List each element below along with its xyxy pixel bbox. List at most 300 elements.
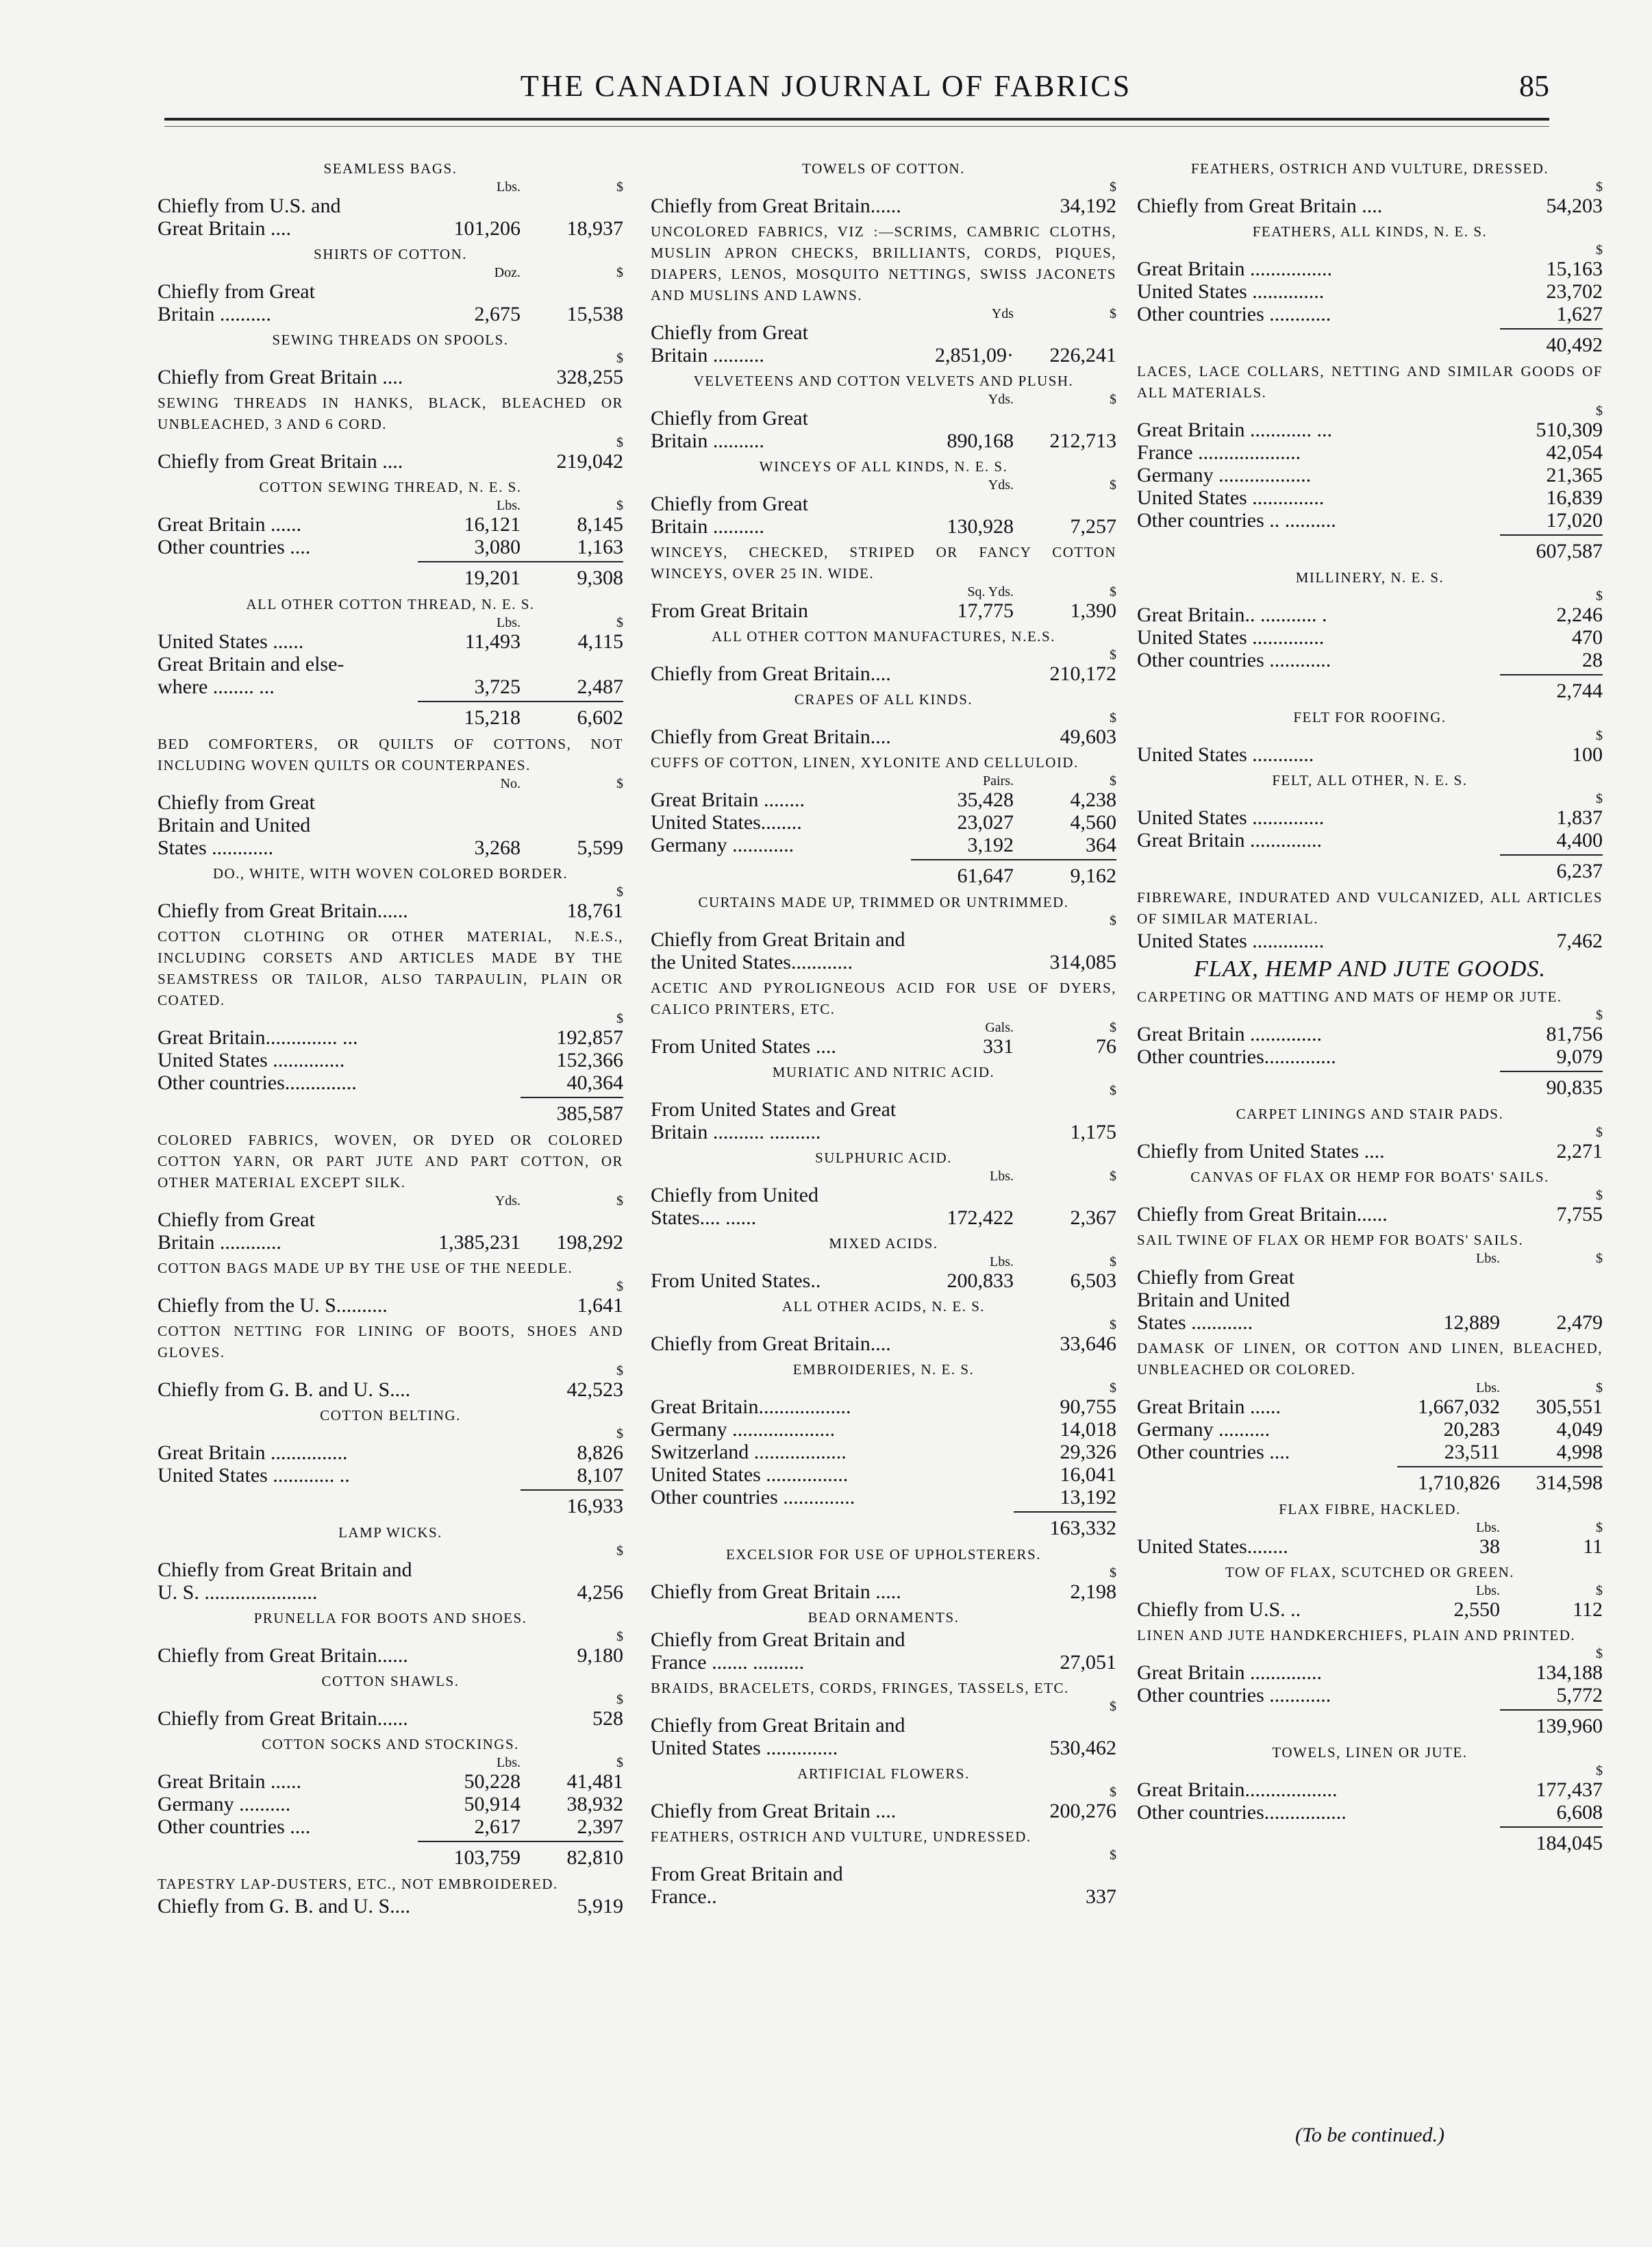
total-value: 6,237 [1500,854,1603,883]
total-row [1137,1463,1603,1495]
unit-label-quantity: No. [500,776,521,791]
row-value: 192,857 [556,1026,623,1049]
unit-label-value: $ [1110,773,1116,789]
row-label: Chiefly from Great Britain...... [651,195,901,217]
row-label: Switzerland .................. [651,1441,847,1463]
unit-label-value: $ [616,1363,623,1378]
row-label: Chiefly from G. B. and U. S.... [158,1895,411,1917]
entry-heading: TOW OF FLAX, SCUTCHED OR GREEN. [1225,1564,1514,1580]
row-value: 1,390 [1070,599,1116,622]
row-value: 6,608 [1556,1801,1603,1824]
row-label: Great Britain .............. [1137,1661,1322,1684]
table-row [1137,441,1603,464]
table-row [1137,1266,1603,1334]
row-value: 76 [1096,1035,1116,1058]
row-label: Chiefly from Great Britain .......... [651,493,808,538]
row-value: 8,145 [577,513,623,536]
units-row [158,884,623,899]
unit-label-quantity [911,1565,1014,1580]
row-quantity: 16,121 [464,513,521,536]
unit-label-value: $ [1110,1169,1116,1184]
unit-label-quantity [911,1317,1014,1332]
unit-label-quantity [1397,1763,1500,1778]
units-row [158,351,623,366]
total-quantity [1397,1071,1500,1100]
row-label: Chiefly from Great Britain .... [158,450,403,473]
row-value: 54,203 [1546,195,1603,217]
table-entry [158,926,623,1126]
unit-label-value: $ [1110,913,1116,928]
entry-heading: CANVAS OF FLAX OR HEMP FOR BOATS' SAILS. [1190,1169,1549,1185]
total-quantity [1397,854,1500,883]
table-row [651,493,1116,538]
table-row [1137,743,1603,766]
unit-label-value: $ [1596,1520,1603,1535]
table-entry [158,1671,623,1730]
row-label: Chiefly from Great Britain and France ....... .......... [651,1628,905,1674]
table-row [651,599,1116,622]
unit-label-quantity [1397,179,1500,195]
table-entry [1137,221,1603,357]
table-row [651,662,1116,685]
unit-label-quantity [911,647,1014,662]
row-label: Chiefly from Great Britain ............ [158,1208,315,1254]
unit-label-value: $ [1596,1125,1603,1140]
row-label: United States........ [1137,1535,1288,1558]
unit-label-value: $ [1110,1254,1116,1269]
table-row [651,321,1116,367]
row-value: 40,364 [566,1071,623,1094]
units-row [651,1848,1116,1863]
row-value: 33,646 [1060,1332,1116,1355]
row-value: 2,479 [1556,1311,1603,1334]
table-entry [651,456,1116,538]
table-row [1137,280,1603,303]
row-value: 100 [1572,743,1603,766]
total-value: 16,933 [521,1489,623,1518]
row-value: 337 [1086,1885,1116,1908]
row-value: 15,163 [1546,258,1603,280]
table-entry [158,158,623,240]
entry-heading: UNCOLORED FABRICS, VIZ :—SCRIMS, CAMBRIC CLOTHS, MUSLIN APRON CHECKS, BRILLIANTS, CORDS, PIQUES, DIAPERS, LENOS, MOSQUITO NETTINGS, SWISS JACONETS AND MUSLINS AND LAWNS. [651,223,1116,303]
unit-label-quantity [1397,404,1500,419]
table-row [158,450,623,473]
row-label: United States ................ [651,1463,849,1486]
units-row [651,1254,1116,1269]
total-value: 40,492 [1500,328,1603,357]
entry-heading: SEWING THREADS IN HANKS, BLACK, BLEACHED OR UNBLEACHED, 3 AND 6 CORD. [158,395,623,432]
unit-label-quantity [1397,588,1500,604]
row-label: Great Britain.................. [651,1395,851,1418]
table-row [651,1098,1116,1143]
table-entry [1137,158,1603,217]
table-entry [651,221,1116,367]
entry-heading: SEWING THREADS ON SPOOLS. [272,332,509,348]
table-row [651,1035,1116,1058]
table-row [1137,303,1603,325]
total-quantity [1397,1826,1500,1855]
unit-label-quantity: Lbs. [1476,1520,1500,1535]
unit-label-value: $ [1110,1699,1116,1714]
table-row [158,899,623,922]
row-value: 328,255 [556,366,623,388]
units-row [158,1279,623,1294]
row-value: 16,041 [1060,1463,1116,1486]
unit-label-value: $ [1110,584,1116,599]
table-entry [651,1678,1116,1759]
unit-label-value: $ [1596,1251,1603,1266]
units-row [158,1543,623,1559]
total-row [1137,1706,1603,1738]
units-row [158,498,623,513]
total-value: 163,332 [1014,1511,1116,1540]
row-label: Chiefly from Great Britain .......... [651,407,808,452]
table-entry [651,542,1116,622]
entry-heading: ARTIFICIAL FLOWERS. [797,1765,970,1782]
row-label: Other countries.............. [1137,1045,1336,1068]
table-row [1137,604,1603,626]
total-row [651,1509,1116,1540]
units-row [1137,1188,1603,1203]
row-label: Great Britain.............. ... [158,1026,358,1049]
table-entry [651,1147,1116,1229]
total-row [158,1094,623,1126]
row-value: 200,276 [1049,1800,1116,1822]
table-row [158,366,623,388]
unit-label-quantity: Lbs. [497,498,521,513]
unit-label-quantity [1397,243,1500,258]
table-entry [651,689,1116,748]
row-value: 305,551 [1536,1395,1603,1418]
row-quantity: 3,080 [474,536,521,558]
table-entry [651,1062,1116,1143]
entry-heading: SULPHURIC ACID. [815,1150,952,1166]
total-value: 9,162 [1014,859,1116,888]
row-label: Great Britain ................ [1137,258,1332,280]
unit-label-quantity: Sq. Yds. [967,584,1014,599]
total-value: 6,602 [521,701,623,730]
entry-heading: EXCELSIOR FOR USE OF UPHOLSTERERS. [726,1546,1041,1563]
row-label: Chiefly from Great Britain .... [1137,195,1383,217]
row-value: 90,755 [1060,1395,1116,1418]
table-entry [1137,770,1603,883]
page-header [0,69,1652,116]
table-entry [158,244,623,325]
unit-label-quantity: Doz. [494,265,521,280]
row-value: 4,560 [1070,811,1116,834]
row-label: United States ............ .. [158,1464,350,1487]
unit-label-quantity [1397,791,1500,806]
table-row [651,1332,1116,1355]
row-value: 226,241 [1049,344,1116,367]
unit-label-quantity: Lbs. [1476,1251,1500,1266]
row-label: Chiefly from Great Britain...... [158,1707,408,1730]
unit-label-value: $ [1110,1380,1116,1395]
row-value: 134,188 [1536,1661,1603,1684]
row-value: 8,826 [577,1441,623,1464]
unit-label-quantity [911,1083,1014,1098]
row-quantity: 172,422 [947,1206,1014,1229]
table-entry [651,1296,1116,1355]
units-row [1137,243,1603,258]
table-entry [158,1130,623,1254]
row-value: 7,462 [1556,930,1603,952]
row-value: 17,020 [1546,509,1603,532]
unit-label-quantity: Yds. [988,477,1014,493]
row-quantity: 1,385,231 [438,1231,521,1254]
row-label: From United States and Great Britain .......... .......... [651,1098,897,1143]
journal-title: THE CANADIAN JOURNAL OF FABRICS [520,69,1132,103]
entry-heading: COTTON SEWING THREAD, N. E. S. [259,479,522,495]
table-row [158,1895,623,1917]
unit-label-quantity [911,1848,1014,1863]
total-value: 385,587 [521,1097,623,1126]
total-row [158,1487,623,1518]
unit-label-value: $ [616,1543,623,1559]
row-label: Other countries .... [158,536,311,558]
unit-label-quantity [418,1543,521,1559]
units-row [158,1755,623,1770]
entry-heading: TOWELS, LINEN OR JUTE. [1272,1744,1468,1761]
table-row [158,1815,623,1838]
unit-label-quantity [1397,1008,1500,1023]
table-row [1137,1441,1603,1463]
row-value: 5,599 [577,836,623,859]
unit-label-quantity: Yds. [495,1193,521,1208]
unit-label-quantity: Lbs. [497,1755,521,1770]
row-label: From Great Britain [651,599,808,622]
row-label: Great Britain ...... [158,1770,301,1793]
row-label: Other countries ............ [1137,649,1331,671]
units-row [651,1785,1116,1800]
table-row [651,1714,1116,1759]
entry-heading: BRAIDS, BRACELETS, CORDS, FRINGES, TASSELS, ETC. [651,1680,1069,1696]
total-quantity [1397,1709,1500,1738]
row-quantity: 331 [983,1035,1014,1058]
entry-heading: ACETIC AND PYROLIGNEOUS ACID FOR USE OF DYERS, CALICO PRINTERS, ETC. [651,980,1116,1017]
units-row [651,1380,1116,1395]
unit-label-quantity: Lbs. [497,615,521,630]
table-row [1137,829,1603,852]
table-entry [1137,887,1603,952]
entry-heading: DO., WHITE, WITH WOVEN COLORED BORDER. [212,865,568,882]
total-quantity [1397,534,1500,563]
unit-label-value: $ [1596,1763,1603,1778]
unit-label-value: $ [1110,306,1116,321]
table-entry [158,1321,623,1401]
table-row [158,791,623,859]
header-rule [164,118,1549,121]
units-row [651,1317,1116,1332]
table-row [1137,1535,1603,1558]
row-quantity: 2,617 [474,1815,521,1838]
table-row [1137,486,1603,509]
table-entry [158,1522,623,1604]
table-entry [1137,1104,1603,1163]
row-value: 2,397 [577,1815,623,1838]
unit-label-quantity: Pairs. [983,773,1014,789]
unit-label-value: $ [616,884,623,899]
row-value: 152,366 [556,1049,623,1071]
total-row [158,1838,623,1870]
table-row [651,1441,1116,1463]
row-label: Chiefly from Great Britain.... [651,725,891,748]
table-row [651,811,1116,834]
table-entry [651,1233,1116,1292]
entry-heading: ALL OTHER COTTON THREAD, N. E. S. [246,596,535,612]
table-row [158,1464,623,1487]
column-1 [158,154,623,1920]
total-value: 184,045 [1500,1826,1603,1855]
row-label: Germany .................... [651,1418,836,1441]
row-value: 364 [1086,834,1116,856]
total-row [158,558,623,590]
table-row [1137,1395,1603,1418]
units-row [158,1193,623,1208]
total-quantity [1397,328,1500,357]
row-value: 219,042 [556,450,623,473]
unit-label-value: $ [616,1755,623,1770]
table-row [651,928,1116,973]
row-label: Other countries................ [1137,1801,1347,1824]
row-quantity: 50,914 [464,1793,521,1815]
unit-label-quantity [418,351,521,366]
table-row [1137,509,1603,532]
row-value: 38,932 [566,1793,623,1815]
units-row [651,477,1116,493]
units-row [1137,1125,1603,1140]
row-quantity: 35,428 [957,789,1014,811]
unit-label-value: $ [1110,1848,1116,1863]
units-row [158,179,623,195]
table-row [651,1184,1116,1229]
unit-label-quantity: Gals. [985,1020,1014,1035]
table-entry [1137,1742,1603,1855]
unit-label-quantity [418,1363,521,1378]
total-quantity: 103,759 [418,1841,521,1870]
entry-heading: COTTON CLOTHING OR OTHER MATERIAL, N.E.S., INCLUDING CORSETS AND ARTICLES MADE BY THE SEAMSTRESS OR TAILOR, ALSO TARPAULIN, PLAIN OR COATED. [158,928,623,1008]
table-entry [651,158,1116,217]
table-row [1137,1023,1603,1045]
table-row [651,1418,1116,1441]
units-row [1137,1520,1603,1535]
row-label: Chiefly from U.S. .. [1137,1598,1301,1621]
unit-label-value: $ [1110,1317,1116,1332]
unit-label-value: $ [616,1426,623,1441]
table-row [1137,1203,1603,1226]
row-value: 470 [1572,626,1603,649]
table-row [651,1463,1116,1486]
entry-heading: FEATHERS, OSTRICH AND VULTURE, DRESSED. [1190,160,1549,177]
row-value: 177,437 [1536,1778,1603,1801]
unit-label-value: $ [616,776,623,791]
entry-heading: ALL OTHER ACIDS, N. E. S. [781,1298,986,1315]
unit-label-quantity [911,710,1014,725]
unit-label-value: $ [616,179,623,195]
row-value: 29,326 [1060,1441,1116,1463]
row-value: 28 [1582,649,1603,671]
table-entry [158,734,623,859]
units-row [158,1629,623,1644]
table-row [651,1800,1116,1822]
table-row [158,1793,623,1815]
row-label: France .................... [1137,441,1301,464]
units-row [158,1692,623,1707]
unit-label-value: $ [1110,647,1116,662]
row-label: Great Britain .............. [1137,829,1322,852]
entry-heading: SEAMLESS BAGS. [323,160,458,177]
table-entry [158,594,623,730]
total-quantity: 1,710,826 [1397,1466,1500,1495]
row-quantity: 38 [1479,1535,1500,1558]
unit-label-value: $ [1596,1008,1603,1023]
row-quantity: 1,667,032 [1418,1395,1500,1418]
entry-heading: DAMASK OF LINEN, OR COTTON AND LINEN, BLEACHED, UNBLEACHED OR COLORED. [1137,1340,1603,1378]
unit-label-value: $ [1110,1083,1116,1098]
row-value: 81,756 [1546,1023,1603,1045]
total-row [1137,325,1603,357]
row-value: 7,257 [1070,515,1116,538]
row-value: 5,919 [577,1895,623,1917]
table-row [651,407,1116,452]
row-value: 14,018 [1060,1418,1116,1441]
row-value: 42,523 [566,1378,623,1401]
row-label: United States........ [651,811,802,834]
row-value: 2,487 [577,675,623,698]
table-entry [1137,1230,1603,1334]
entry-heading: BEAD ORNAMENTS. [808,1609,960,1626]
row-label: Other countries .. .......... [1137,509,1336,532]
row-quantity: 23,027 [957,811,1014,834]
entry-heading: MURIATIC AND NITRIC ACID. [772,1064,995,1080]
unit-label-value: $ [616,351,623,366]
unit-label-value: $ [1110,392,1116,407]
total-quantity: 61,647 [911,859,1014,888]
row-label: Chiefly from Great Britain...... [158,899,408,922]
unit-label-value: $ [616,1692,623,1707]
unit-label-value: $ [1596,243,1603,258]
table-row [651,1863,1116,1908]
row-label: Great Britain ............ ... [1137,419,1332,441]
section-heading: FLAX, HEMP AND JUTE GOODS. [1194,956,1546,982]
entry-heading: FELT FOR ROOFING. [1293,709,1447,725]
units-row [651,1083,1116,1098]
table-row [1137,1418,1603,1441]
entry-heading: FEATHERS, OSTRICH AND VULTURE, UNDRESSED. [651,1828,1031,1845]
entry-heading: VELVETEENS AND COTTON VELVETS AND PLUSH. [693,373,1074,389]
table-row [651,1395,1116,1418]
row-value: 9,079 [1556,1045,1603,1068]
row-label: United States .............. [1137,486,1325,509]
unit-label-value: $ [1110,1785,1116,1800]
table-row [158,195,623,240]
table-entry [1137,986,1603,1100]
entry-heading: CURTAINS MADE UP, TRIMMED OR UNTRIMMED. [698,894,1069,910]
units-row [651,1565,1116,1580]
row-value: 7,755 [1556,1203,1603,1226]
row-value: 1,837 [1556,806,1603,829]
units-row [158,1011,623,1026]
table-row [158,1049,623,1071]
row-label: United States .............. [158,1049,345,1071]
table-entry [1137,361,1603,563]
entry-heading: COTTON SOCKS AND STOCKINGS. [262,1736,519,1752]
units-row [651,179,1116,195]
table-entry [651,752,1116,888]
row-label: Other countries .... [1137,1441,1290,1463]
row-value: 34,192 [1060,195,1116,217]
table-entry [651,892,1116,973]
